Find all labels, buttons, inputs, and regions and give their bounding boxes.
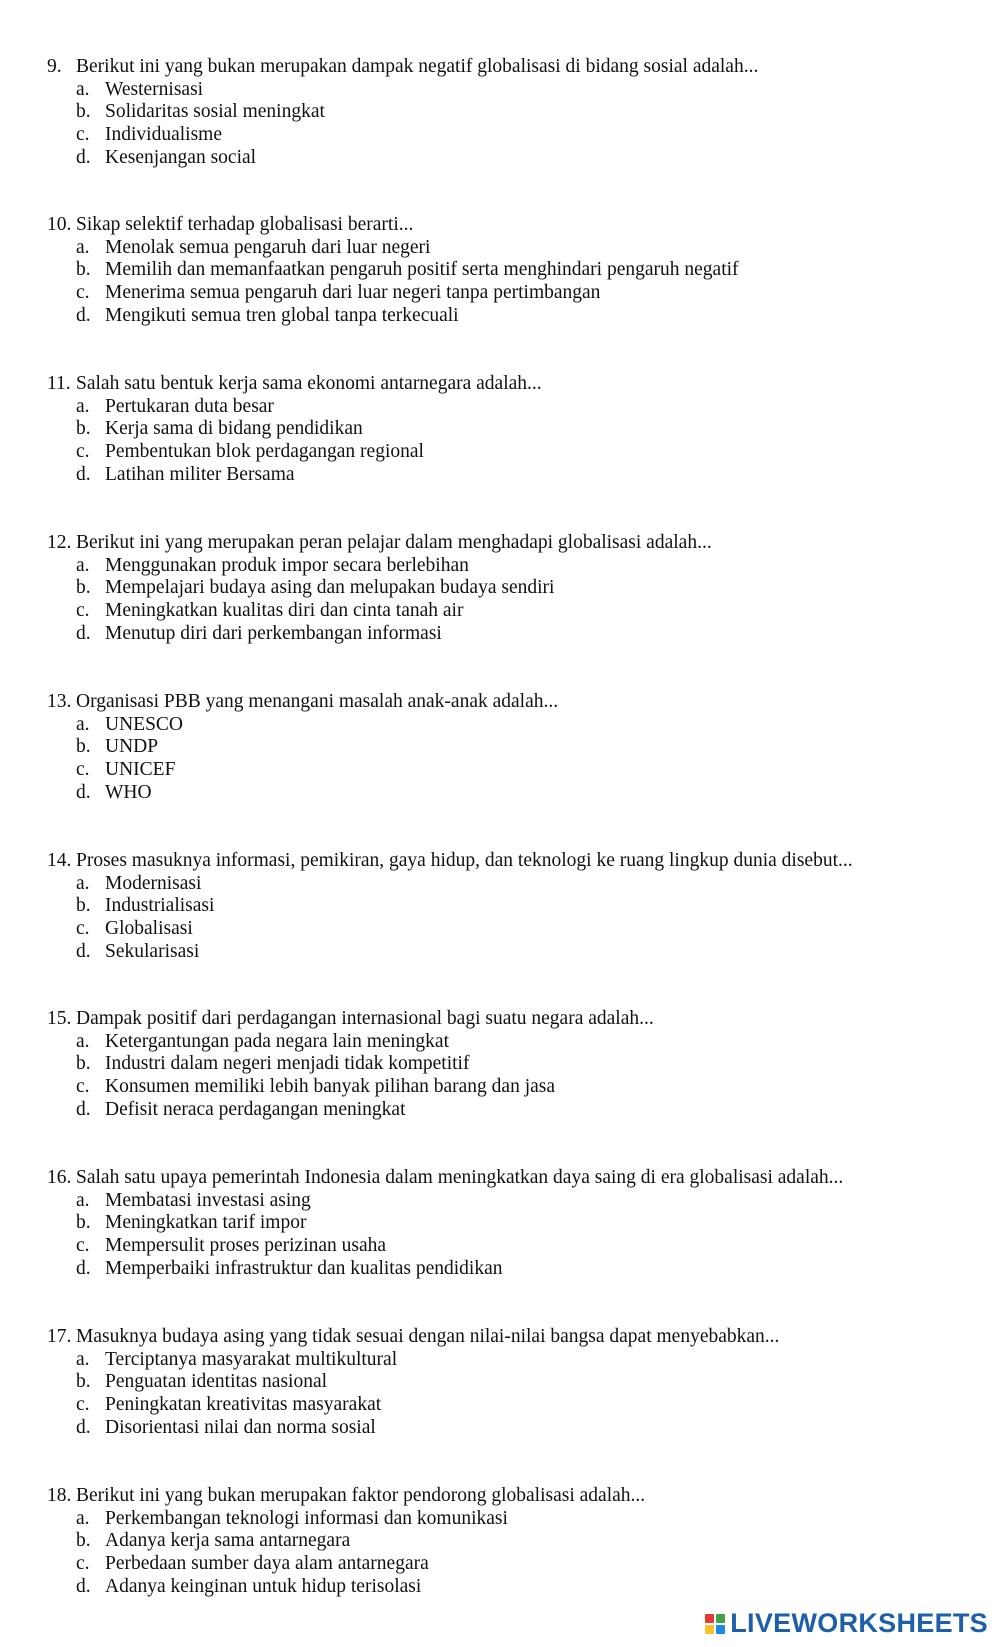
option-c[interactable] — [47, 441, 977, 464]
option-b[interactable] — [47, 259, 977, 282]
option-a[interactable] — [47, 1031, 977, 1054]
option-b[interactable] — [47, 1530, 977, 1553]
question-text: Berikut ini yang merupakan peran pelajar dalam menghadapi globalisasi adalah... — [76, 532, 712, 553]
liveworksheets-brand[interactable] — [705, 1608, 988, 1639]
option-text: Sekularisasi — [105, 940, 200, 962]
option-text: Pertukaran duta besar — [105, 395, 274, 417]
question-text: Masuknya budaya asing yang tidak sesuai dengan nilai-nilai bangsa dapat menyebabkan... — [76, 1326, 780, 1347]
option-letter: c. — [76, 1235, 90, 1257]
logo-square — [716, 1625, 725, 1634]
option-b[interactable] — [47, 577, 977, 600]
question-15 — [47, 1008, 977, 1121]
option-d[interactable] — [47, 1576, 977, 1599]
question-number: 15. — [47, 1008, 72, 1029]
option-letter: a. — [76, 1189, 90, 1211]
option-a[interactable] — [47, 873, 977, 896]
option-a[interactable] — [47, 555, 977, 578]
question-text: Salah satu bentuk kerja sama ekonomi antarnegara adalah... — [76, 373, 542, 394]
option-text: Individualisme — [105, 124, 222, 146]
option-d[interactable] — [47, 147, 977, 170]
question-stem — [47, 850, 977, 873]
option-text: Globalisasi — [105, 918, 193, 940]
option-letter: b. — [76, 1053, 91, 1075]
option-letter: a. — [76, 395, 90, 417]
question-stem — [47, 691, 977, 714]
liveworksheets-logo-icon — [705, 1614, 725, 1634]
option-letter: b. — [76, 101, 91, 123]
question-stem — [47, 56, 977, 79]
option-letter: d. — [76, 146, 91, 168]
option-text: UNESCO — [105, 713, 184, 735]
option-letter: b. — [76, 418, 91, 440]
option-text: Mempersulit proses perizinan usaha — [105, 1235, 387, 1257]
option-c[interactable] — [47, 1394, 977, 1417]
brand-name: LIVEWORKSHEETS — [730, 1608, 988, 1638]
option-letter: d. — [76, 463, 91, 485]
option-c[interactable] — [47, 282, 977, 305]
option-a[interactable] — [47, 396, 977, 419]
option-text: Disorientasi nilai dan norma sosial — [105, 1416, 376, 1438]
option-text: Menolak semua pengaruh dari luar negeri — [105, 236, 431, 258]
question-9 — [47, 56, 977, 169]
option-letter: c. — [76, 441, 90, 463]
option-letter: c. — [76, 918, 90, 940]
option-d[interactable] — [47, 1417, 977, 1440]
option-text: Peningkatan kreativitas masyarakat — [105, 1394, 382, 1416]
option-b[interactable] — [47, 1053, 977, 1076]
option-d[interactable] — [47, 305, 977, 328]
option-text: Perbedaan sumber daya alam antarnegara — [105, 1553, 429, 1575]
option-b[interactable] — [47, 1371, 977, 1394]
option-letter: d. — [76, 304, 91, 326]
question-number: 18. — [47, 1485, 72, 1506]
question-number: 17. — [47, 1326, 72, 1347]
option-letter: c. — [76, 600, 90, 622]
question-number: 16. — [47, 1167, 72, 1188]
option-c[interactable] — [47, 124, 977, 147]
question-16 — [47, 1167, 977, 1280]
option-letter: a. — [76, 1030, 90, 1052]
option-b[interactable] — [47, 418, 977, 441]
option-a[interactable] — [47, 237, 977, 260]
option-b[interactable] — [47, 895, 977, 918]
option-text: Kerja sama di bidang pendidikan — [105, 418, 363, 440]
question-number: 12. — [47, 532, 72, 553]
question-stem — [47, 532, 977, 555]
option-text: Westernisasi — [105, 78, 204, 100]
option-text: Modernisasi — [105, 872, 202, 894]
option-c[interactable] — [47, 759, 977, 782]
option-b[interactable] — [47, 101, 977, 124]
option-c[interactable] — [47, 1235, 977, 1258]
option-c[interactable] — [47, 1076, 977, 1099]
option-text: Menerima semua pengaruh dari luar negeri tanpa pertimbangan — [105, 282, 601, 304]
option-letter: c. — [76, 282, 90, 304]
option-letter: a. — [76, 872, 90, 894]
question-number: 9. — [47, 56, 62, 77]
option-d[interactable] — [47, 1099, 977, 1122]
option-text: UNICEF — [105, 759, 176, 781]
option-text: Memperbaiki infrastruktur dan kualitas pendidikan — [105, 1257, 503, 1279]
option-d[interactable] — [47, 941, 977, 964]
logo-square — [705, 1625, 714, 1634]
option-text: Latihan militer Bersama — [105, 463, 295, 485]
option-c[interactable] — [47, 918, 977, 941]
option-text: Menutup diri dari perkembangan informasi — [105, 622, 442, 644]
option-text: Adanya kerja sama antarnegara — [105, 1530, 351, 1552]
option-text: WHO — [105, 781, 152, 803]
option-text: Adanya keinginan untuk hidup terisolasi — [105, 1575, 422, 1597]
question-stem — [47, 1326, 977, 1349]
option-text: Kesenjangan social — [105, 146, 257, 168]
logo-square — [716, 1614, 725, 1623]
option-a[interactable] — [47, 1508, 977, 1531]
question-stem — [47, 1485, 977, 1508]
option-text: Ketergantungan pada negara lain meningkat — [105, 1030, 450, 1052]
option-letter: d. — [76, 1575, 91, 1597]
question-number: 10. — [47, 214, 72, 235]
option-text: Menggunakan produk impor secara berlebihan — [105, 554, 469, 576]
option-letter: a. — [76, 78, 90, 100]
question-text: Salah satu upaya pemerintah Indonesia dalam meningkatkan daya saing di era globalisasi adalah... — [76, 1167, 844, 1188]
option-text: Penguatan identitas nasional — [105, 1371, 328, 1393]
question-stem — [47, 1008, 977, 1031]
question-stem — [47, 1167, 977, 1190]
option-letter: b. — [76, 577, 91, 599]
option-a[interactable] — [47, 79, 977, 102]
option-text: Memilih dan memanfaatkan pengaruh positif serta menghindari pengaruh negatif — [105, 259, 739, 281]
option-text: Mempelajari budaya asing dan melupakan budaya sendiri — [105, 577, 555, 599]
option-b[interactable] — [47, 1212, 977, 1235]
question-number: 11. — [47, 373, 71, 394]
question-stem — [47, 373, 977, 396]
option-text: Meningkatkan tarif impor — [105, 1212, 307, 1234]
option-letter: a. — [76, 713, 90, 735]
option-letter: a. — [76, 1507, 90, 1529]
option-a[interactable] — [47, 1349, 977, 1372]
option-letter: b. — [76, 259, 91, 281]
question-17 — [47, 1326, 977, 1439]
question-10 — [47, 214, 977, 327]
option-letter: d. — [76, 1416, 91, 1438]
question-text: Proses masuknya informasi, pemikiran, gaya hidup, dan teknologi ke ruang lingkup dunia disebut... — [76, 850, 853, 871]
option-letter: c. — [76, 124, 90, 146]
question-text: Organisasi PBB yang menangani masalah anak-anak adalah... — [76, 691, 559, 712]
option-text: Industrialisasi — [105, 895, 215, 917]
logo-square — [705, 1614, 714, 1623]
option-letter: b. — [76, 1212, 91, 1234]
option-c[interactable] — [47, 600, 977, 623]
option-letter: b. — [76, 895, 91, 917]
option-letter: d. — [76, 781, 91, 803]
question-13 — [47, 691, 977, 804]
question-text: Berikut ini yang bukan merupakan faktor pendorong globalisasi adalah... — [76, 1485, 646, 1506]
question-number: 14. — [47, 850, 72, 871]
option-letter: a. — [76, 554, 90, 576]
option-text: Perkembangan teknologi informasi dan komunikasi — [105, 1507, 508, 1529]
option-text: Industri dalam negeri menjadi tidak kompetitif — [105, 1053, 470, 1075]
option-text: Meningkatkan kualitas diri dan cinta tanah air — [105, 600, 464, 622]
option-d[interactable] — [47, 623, 977, 646]
question-stem — [47, 214, 977, 237]
option-letter: b. — [76, 1371, 91, 1393]
option-letter: d. — [76, 1098, 91, 1120]
option-letter: b. — [76, 1530, 91, 1552]
option-text: Terciptanya masyarakat multikultural — [105, 1348, 398, 1370]
option-letter: b. — [76, 736, 91, 758]
option-letter: d. — [76, 1257, 91, 1279]
option-letter: c. — [76, 759, 90, 781]
question-number: 13. — [47, 691, 72, 712]
option-d[interactable] — [47, 782, 977, 805]
option-letter: c. — [76, 1076, 90, 1098]
option-text: Solidaritas sosial meningkat — [105, 101, 325, 123]
option-letter: a. — [76, 1348, 90, 1370]
option-text: Pembentukan blok perdagangan regional — [105, 441, 424, 463]
option-c[interactable] — [47, 1553, 977, 1576]
option-d[interactable] — [47, 464, 977, 487]
option-b[interactable] — [47, 736, 977, 759]
option-text: Mengikuti semua tren global tanpa terkecuali — [105, 304, 459, 326]
question-text: Dampak positif dari perdagangan internasional bagi suatu negara adalah... — [76, 1008, 654, 1029]
question-text: Berikut ini yang bukan merupakan dampak negatif globalisasi di bidang sosial adalah... — [76, 56, 759, 77]
option-text: UNDP — [105, 736, 159, 758]
question-11 — [47, 373, 977, 486]
option-letter: d. — [76, 940, 91, 962]
option-d[interactable] — [47, 1258, 977, 1281]
question-14 — [47, 850, 977, 963]
question-text: Sikap selektif terhadap globalisasi berarti... — [76, 214, 414, 235]
option-a[interactable] — [47, 1190, 977, 1213]
option-a[interactable] — [47, 714, 977, 737]
option-text: Membatasi investasi asing — [105, 1189, 311, 1211]
option-letter: c. — [76, 1394, 90, 1416]
option-letter: d. — [76, 622, 91, 644]
option-text: Konsumen memiliki lebih banyak pilihan barang dan jasa — [105, 1076, 556, 1098]
question-18 — [47, 1485, 977, 1598]
option-letter: a. — [76, 236, 90, 258]
question-12 — [47, 532, 977, 645]
option-text: Defisit neraca perdagangan meningkat — [105, 1098, 406, 1120]
option-letter: c. — [76, 1553, 90, 1575]
